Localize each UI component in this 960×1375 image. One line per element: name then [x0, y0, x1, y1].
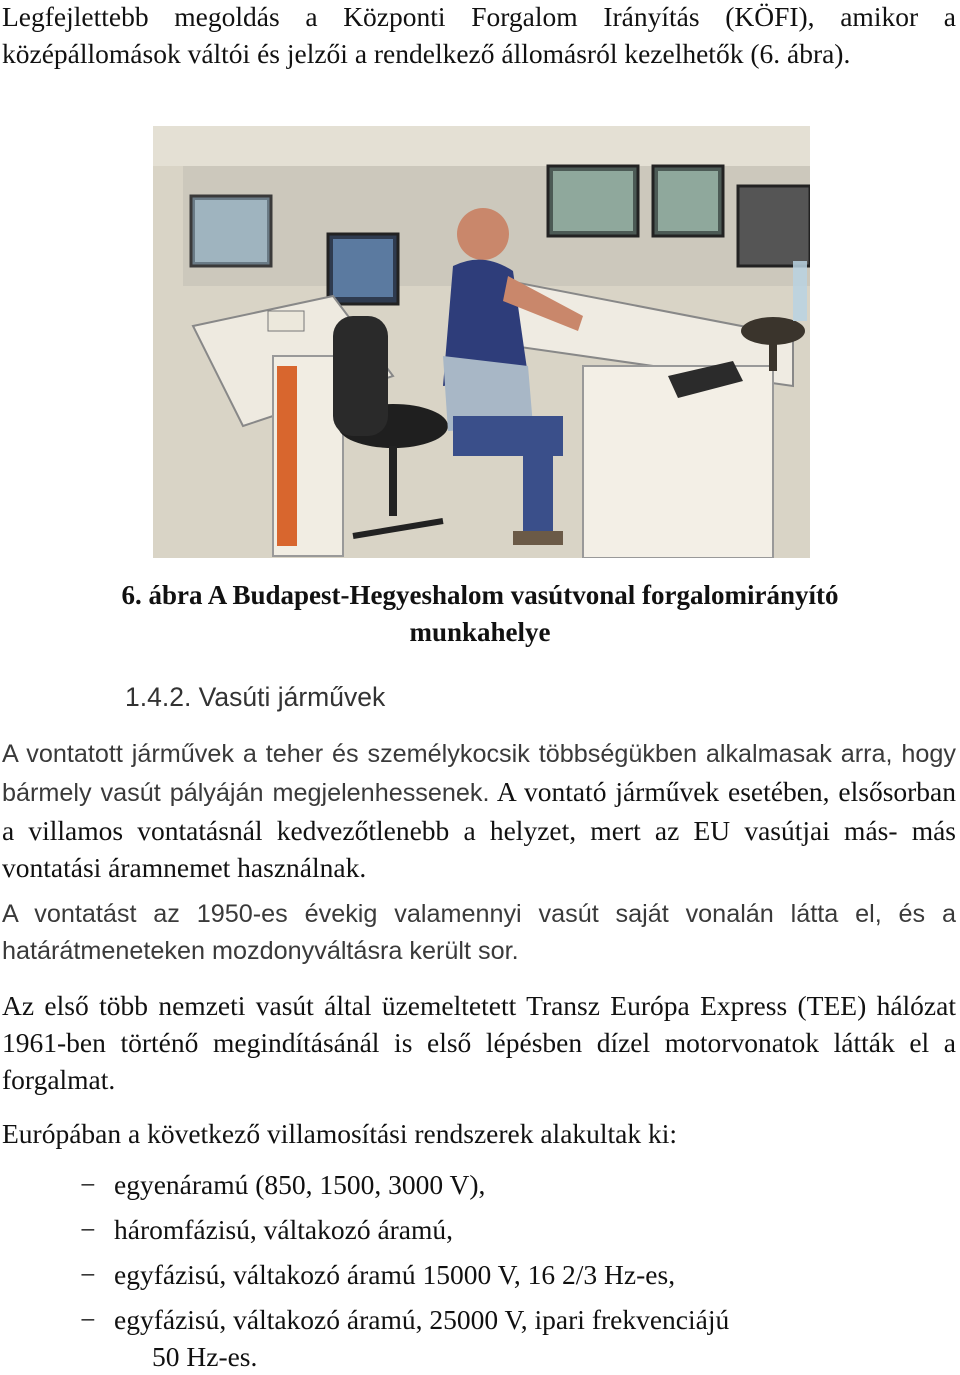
list-item [0, 1166, 960, 1211]
control-room-illustration [153, 126, 810, 558]
paragraph-tee: Az első több nemzeti vasút által üzemeltetett Transz Európa Express (TEE) hálózat 1961-ben történő megindításánál is első lépésben dízel motorvonatok látták el a forgalmat. [2, 990, 956, 1095]
electrification-systems-list [0, 1166, 960, 1375]
figure-caption: 6. ábra A Budapest-Hegyeshalom vasútvonal forgalomirányító [121, 580, 839, 610]
paragraph-electrification: Európában a következő villamosítási rendszerek alakultak ki: [2, 1118, 678, 1149]
list-item-text: egyfázisú, váltakozó áramú, 25000 V, ipari frekvenciájú [114, 1304, 730, 1335]
list-item-text: háromfázisú, váltakozó áramú, [114, 1214, 454, 1245]
intro-paragraph: Legfejlettebb megoldás a Központi Forgalom Irányítás (KÖFI), amikor a középállomások váltói és jelzői a rendelkező állomásról kezelhetők (6. ábra). [2, 1, 956, 69]
control-room-photo [153, 126, 810, 558]
list-dash: − [80, 1304, 96, 1335]
figure-caption-continued: munkahelye [409, 617, 551, 647]
list-item-continuation: 50 Hz-es. [152, 1341, 258, 1372]
list-dash: − [80, 1169, 96, 1200]
list-item [0, 1256, 960, 1301]
list-item-text: egyenáramú (850, 1500, 3000 V), [114, 1169, 486, 1200]
list-dash: − [80, 1214, 96, 1245]
section-heading: 1.4.2. Vasúti járművek [125, 682, 386, 712]
list-dash: − [80, 1259, 96, 1290]
list-item [0, 1301, 960, 1375]
paragraph-vehicles [2, 734, 956, 886]
paragraph-traction-1950: A vontatást az 1950-es évekig valamennyi vasút saját vonalán látta el, és a határátmeneteken mozdonyváltásra került sor. [2, 900, 956, 965]
paragraph-vehicles-sans: A vontatott járművek a teher és személykocsik többségükben alkalmasak arra, hogy bármely vasút pályáján megjelenhessenek. [2, 740, 956, 807]
list-item [0, 1211, 960, 1256]
list-item-text: egyfázisú, váltakozó áramú 15000 V, 16 2/3 Hz-es, [114, 1259, 676, 1290]
paragraph-vehicles-serif: A vontató járművek esetében, elsősorban a villamos vontatásnál kedvezőtlenebb a helyzet, mert az EU vasútjai más- más vontatási áramnemet használnak. [2, 776, 957, 883]
